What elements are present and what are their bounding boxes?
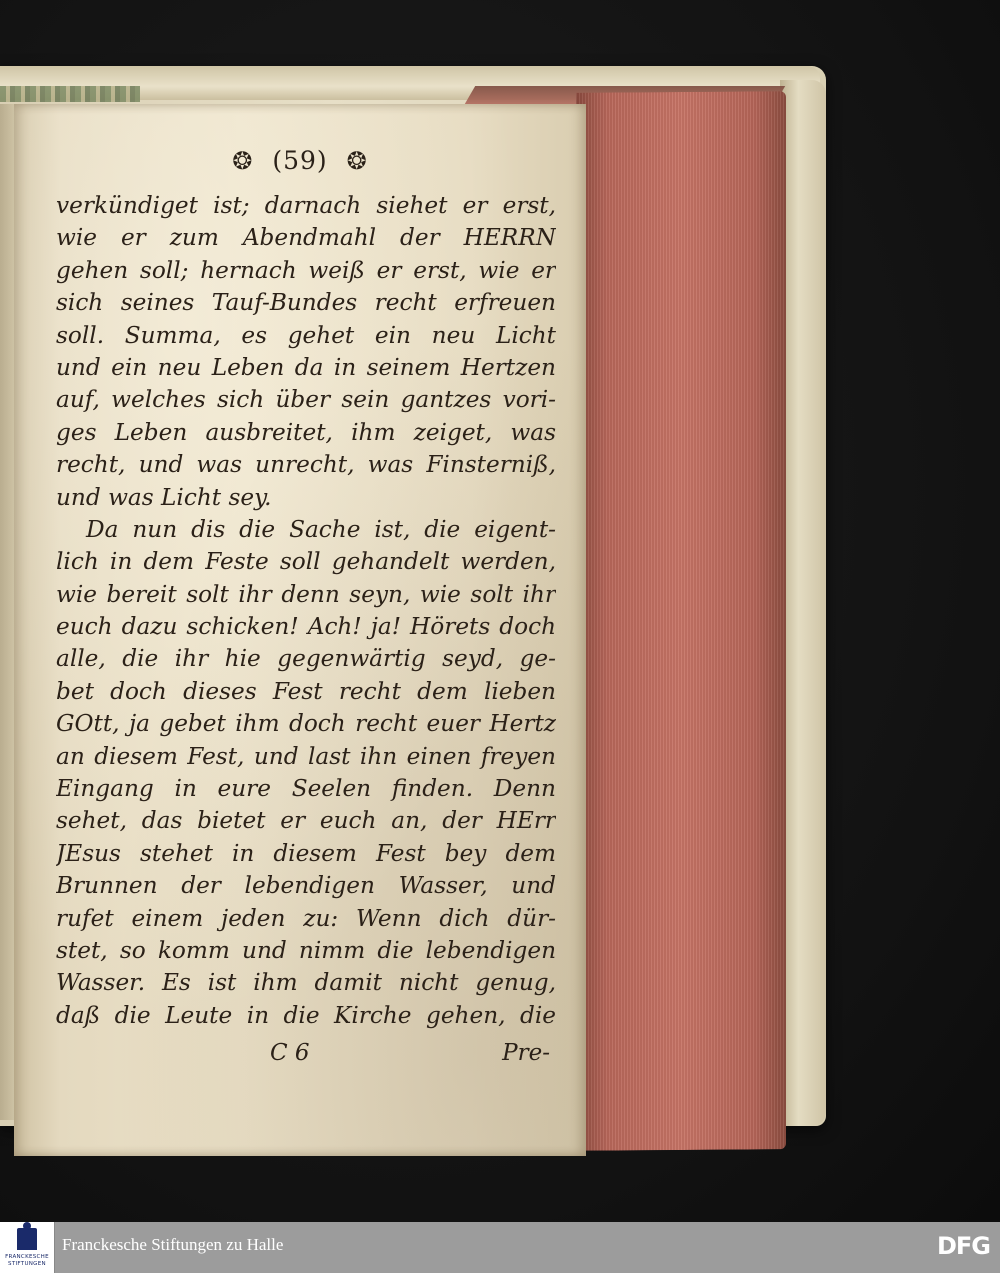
back-cover-edge xyxy=(780,80,826,1126)
text-line: an diesem Fest, und last ihn einen freyen xyxy=(56,742,556,770)
text-line: GOtt, ja gebet ihm doch recht euer Hertz xyxy=(56,710,556,738)
spine-headband xyxy=(0,86,140,102)
text-line: rufet einem jeden zu: Wenn dich dür- xyxy=(56,904,556,932)
text-line: auf, welches sich über sein gantzes vori- xyxy=(56,386,556,414)
text-line: euch dazu schicken! Ach! ja! Hörets doch xyxy=(56,613,556,641)
ornament-right-icon: ❂ xyxy=(346,147,368,175)
catchword: Pre- xyxy=(502,1040,550,1066)
dfg-logo[interactable]: DFG xyxy=(936,1232,990,1260)
text-line: verkündiget ist; darnach siehet er erst, xyxy=(56,192,556,219)
text-line: wie er zum Abendmahl der HERRN xyxy=(56,224,556,252)
text-line: soll. Summa, es gehet ein neu Licht xyxy=(56,321,556,349)
text-line: JEsus stehet in diesem Fest bey dem xyxy=(56,839,556,867)
building-icon xyxy=(17,1228,37,1250)
text-line: wie bereit solt ihr denn seyn, wie solt ihr xyxy=(56,580,556,608)
text-line: gehen soll; hernach weiß er erst, wie er xyxy=(56,256,556,284)
text-line: ges Leben ausbreitet, ihm zeiget, was xyxy=(56,418,556,446)
text-line: bet doch dieses Fest recht dem lieben xyxy=(56,677,556,705)
signature-mark: C 6 xyxy=(270,1040,310,1066)
text-line: stet, so komm und nimm die lebendigen xyxy=(56,936,556,964)
text-line: daß die Leute in die Kirche gehen, die xyxy=(56,1001,556,1029)
archive-footer-bar xyxy=(0,1222,1000,1273)
institution-name: Franckesche Stiftungen zu Halle xyxy=(62,1235,284,1254)
text-line: Eingang in eure Seelen finden. Denn xyxy=(56,775,556,803)
ornament-left-icon: ❂ xyxy=(232,147,254,175)
red-page-edges xyxy=(576,91,786,1150)
text-line: und ein neu Leben da in seinem Hertzen xyxy=(56,353,556,381)
text-line: Brunnen der lebendigen Wasser, und xyxy=(56,872,556,900)
text-line: recht, und was unrecht, was Finsterniß, xyxy=(56,451,556,479)
text-line: lich in dem Feste soll gehandelt werden, xyxy=(56,548,556,576)
page-number: (59) xyxy=(272,146,328,175)
text-line: alle, die ihr hie gegenwärtig seyd, ge- xyxy=(56,645,556,673)
page-text xyxy=(56,190,556,1032)
text-line: Da nun dis die Sache ist, die eigent- xyxy=(86,515,556,543)
page-header xyxy=(14,146,586,175)
text-line: sich seines Tauf-Bundes recht erfreuen xyxy=(56,289,556,317)
logo-text: FRANCKESCHE STIFTUNGEN xyxy=(5,1254,49,1267)
text-line: und was Licht sey. xyxy=(56,483,272,511)
page-footer xyxy=(56,1040,556,1072)
text-line: Wasser. Es ist ihm damit nicht genug, xyxy=(56,969,556,997)
text-line: sehet, das bietet er euch an, der HErr xyxy=(56,807,556,835)
printed-page xyxy=(14,104,586,1156)
franckesche-logo[interactable] xyxy=(0,1222,55,1273)
